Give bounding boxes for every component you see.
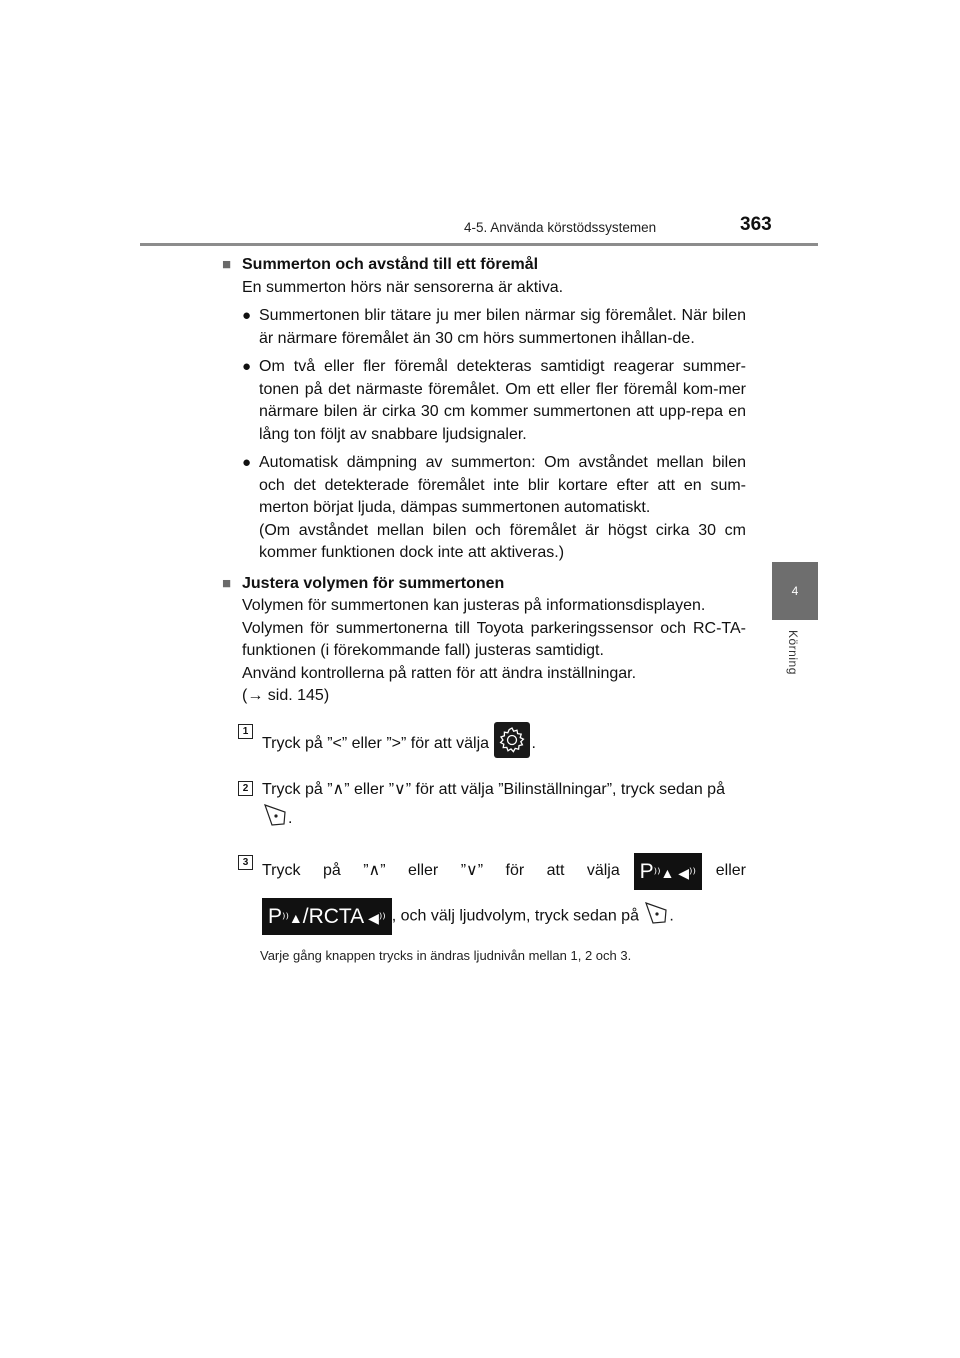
- bullet-icon: ●: [242, 307, 252, 324]
- list-item: ● Automatisk dämpning av summerton: Om avståndet mellan bilen och det detekterade föremålet inte blir kortare efter att en sum-merton börjat ljuda, dämpas summertonen automatiskt. (Om avståndet mellan bilen och föremålet är högst cirka 30 cm kommer funktionen dock inte att aktiveras.): [242, 452, 746, 565]
- step-number: 3: [238, 855, 253, 870]
- list-item: ● Om två eller fler föremål detekteras samtidigt reagerar summer-tonen på det närmaste föremålet. Om ett eller fler föremål kom-mer närmare bilen är cirka 30 cm kommer summertonen att upp-repa en lång ton följt av snabbare ljudsignaler.: [242, 356, 746, 446]
- bullet-note: (Om avståndet mellan bilen och föremålet är högst cirka 30 cm kommer funktionen dock inte att aktiveras.): [259, 521, 746, 561]
- gear-icon: [494, 722, 530, 766]
- paragraph: Volymen för summertonen kan justeras på informationsdisplayen. Volymen för summertonerna till Toyota parkeringssensor och RC-TA-funktionen (i förekommande fall) justeras samtidigt. Använd kontrollerna på ratten för att ändra inställningar. (→ sid. 145): [242, 597, 746, 704]
- intro-text: En summerton hörs när sensorerna är aktiva.: [242, 278, 564, 296]
- step-note: Varje gång knappen trycks in ändras ljudnivån mellan 1, 2 och 3.: [260, 948, 632, 963]
- list-item: ● Summertonen blir tätare ju mer bilen närmar sig föremålet. När bilen är närmare föremålet än 30 cm hörs summertonen ihållan-de.: [242, 305, 746, 350]
- enter-button-icon: [643, 900, 669, 934]
- park-sensor-volume-icon: P⁾⁾▲ ◀⁾⁾: [634, 853, 702, 890]
- step-3: 3 Tryck på ”∧” eller ”∨” för att välja P⁾⁾▲ ◀⁾⁾ eller P⁾⁾▲/RCTA ◀⁾⁾ , och välj ljudvolym, tryck sedan på .: [238, 853, 746, 935]
- bullet-icon: ●: [242, 358, 252, 375]
- step-1: 1 Tryck på ”<” eller ”>” för att välja .: [238, 722, 746, 766]
- square-bullet-icon: ■: [222, 256, 232, 273]
- section-heading: ■ Justera volymen för summertonen: [222, 573, 746, 596]
- header-section-title: 4-5. Använda körstödssystemen: [464, 220, 657, 235]
- step-2: 2 Tryck på ”∧” eller ”∨” för att välja ”Bilinställningar”, tryck sedan på .: [238, 779, 746, 835]
- step-number: 1: [238, 724, 253, 739]
- section-heading: ■ Summerton och avstånd till ett föremål: [222, 254, 746, 277]
- chapter-tab: 4: [772, 562, 818, 620]
- square-bullet-icon: ■: [222, 574, 232, 592]
- header-rule: [140, 243, 818, 246]
- page-number: 363: [740, 214, 772, 235]
- bullet-icon: ●: [242, 454, 252, 471]
- park-rcta-volume-icon: P⁾⁾▲/RCTA ◀⁾⁾: [262, 898, 392, 935]
- enter-button-icon: [262, 802, 288, 836]
- step-number: 2: [238, 781, 253, 796]
- chapter-label: Körning: [786, 630, 800, 675]
- main-content: [222, 254, 746, 968]
